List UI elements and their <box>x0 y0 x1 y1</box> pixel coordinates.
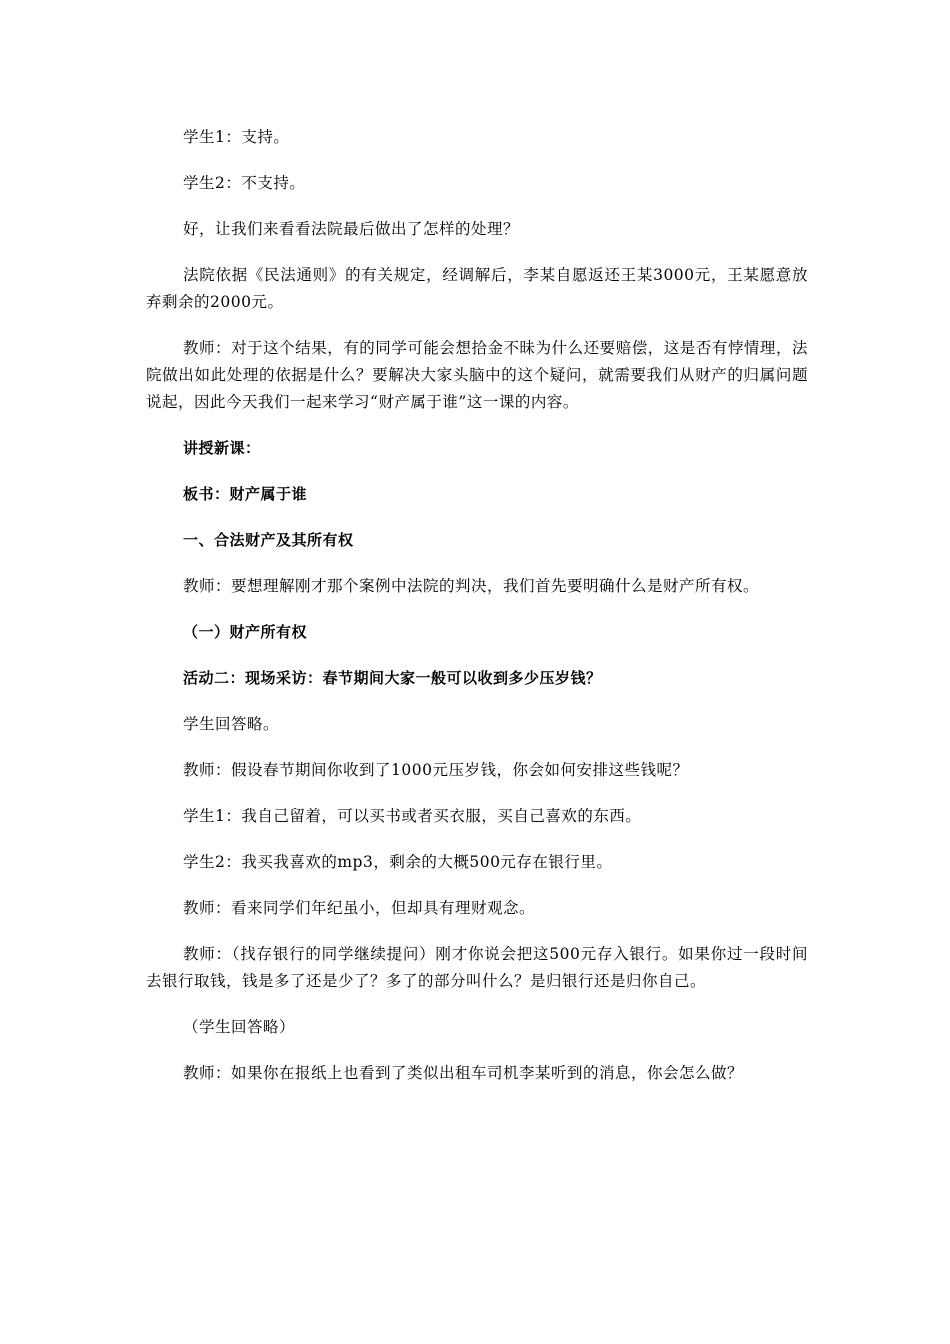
paragraph: 学生2：我买我喜欢的mp3，剩余的大概500元存在银行里。 <box>183 853 613 871</box>
paragraph: 法院依据《民法通则》的有关规定，经调解后，李某自愿返还王某3000元，王某愿意放弃剩余的2000元。 <box>146 266 808 311</box>
paragraph: （学生回答略） <box>183 1018 296 1036</box>
paragraph: 教师：（找存银行的同学继续提问）刚才你说会把这500元存入银行。如果你过一段时间去银行取钱，钱是多了还是少了？多了的部分叫什么？是归银行还是归你自己。 <box>146 945 808 990</box>
paragraph: 学生回答略。 <box>183 715 280 733</box>
paragraph: 教师：假设春节期间你收到了1000元压岁钱，你会如何安排这些钱呢？ <box>183 761 689 779</box>
section-heading: （一）财产所有权 <box>183 623 308 641</box>
paragraph: 教师：如果你在报纸上也看到了类似出租车司机李某听到的消息，你会怎么做？ <box>183 1064 744 1082</box>
paragraph: 好，让我们来看看法院最后做出了怎样的处理？ <box>183 220 520 238</box>
document-body <box>146 124 808 1087</box>
paragraph: 教师：要想理解刚才那个案例中法院的判决，我们首先要明确什么是财产所有权。 <box>183 577 760 595</box>
paragraph: 学生2：不支持。 <box>183 174 306 192</box>
paragraph: 教师：对于这个结果，有的同学可能会想拾金不昧为什么还要赔偿，这是否有悖情理，法院做出如此处理的依据是什么？要解决大家头脑中的这个疑问，就需要我们从财产的归属问题说起，因此今天我们一起来学习“财产属于谁”这一课的内容。 <box>146 339 808 411</box>
section-heading: 板书：财产属于谁 <box>183 485 308 503</box>
section-heading: 一、合法财产及其所有权 <box>183 531 354 549</box>
paragraph: 学生1：支持。 <box>183 128 290 146</box>
paragraph: 学生1：我自己留着，可以买书或者买衣服，买自己喜欢的东西。 <box>183 807 642 825</box>
paragraph: 教师：看来同学们年纪虽小，但却具有理财观念。 <box>183 899 536 917</box>
section-heading: 讲授新课： <box>183 439 261 457</box>
activity-heading: 活动二：现场采访：春节期间大家一般可以收到多少压岁钱？ <box>183 669 602 687</box>
